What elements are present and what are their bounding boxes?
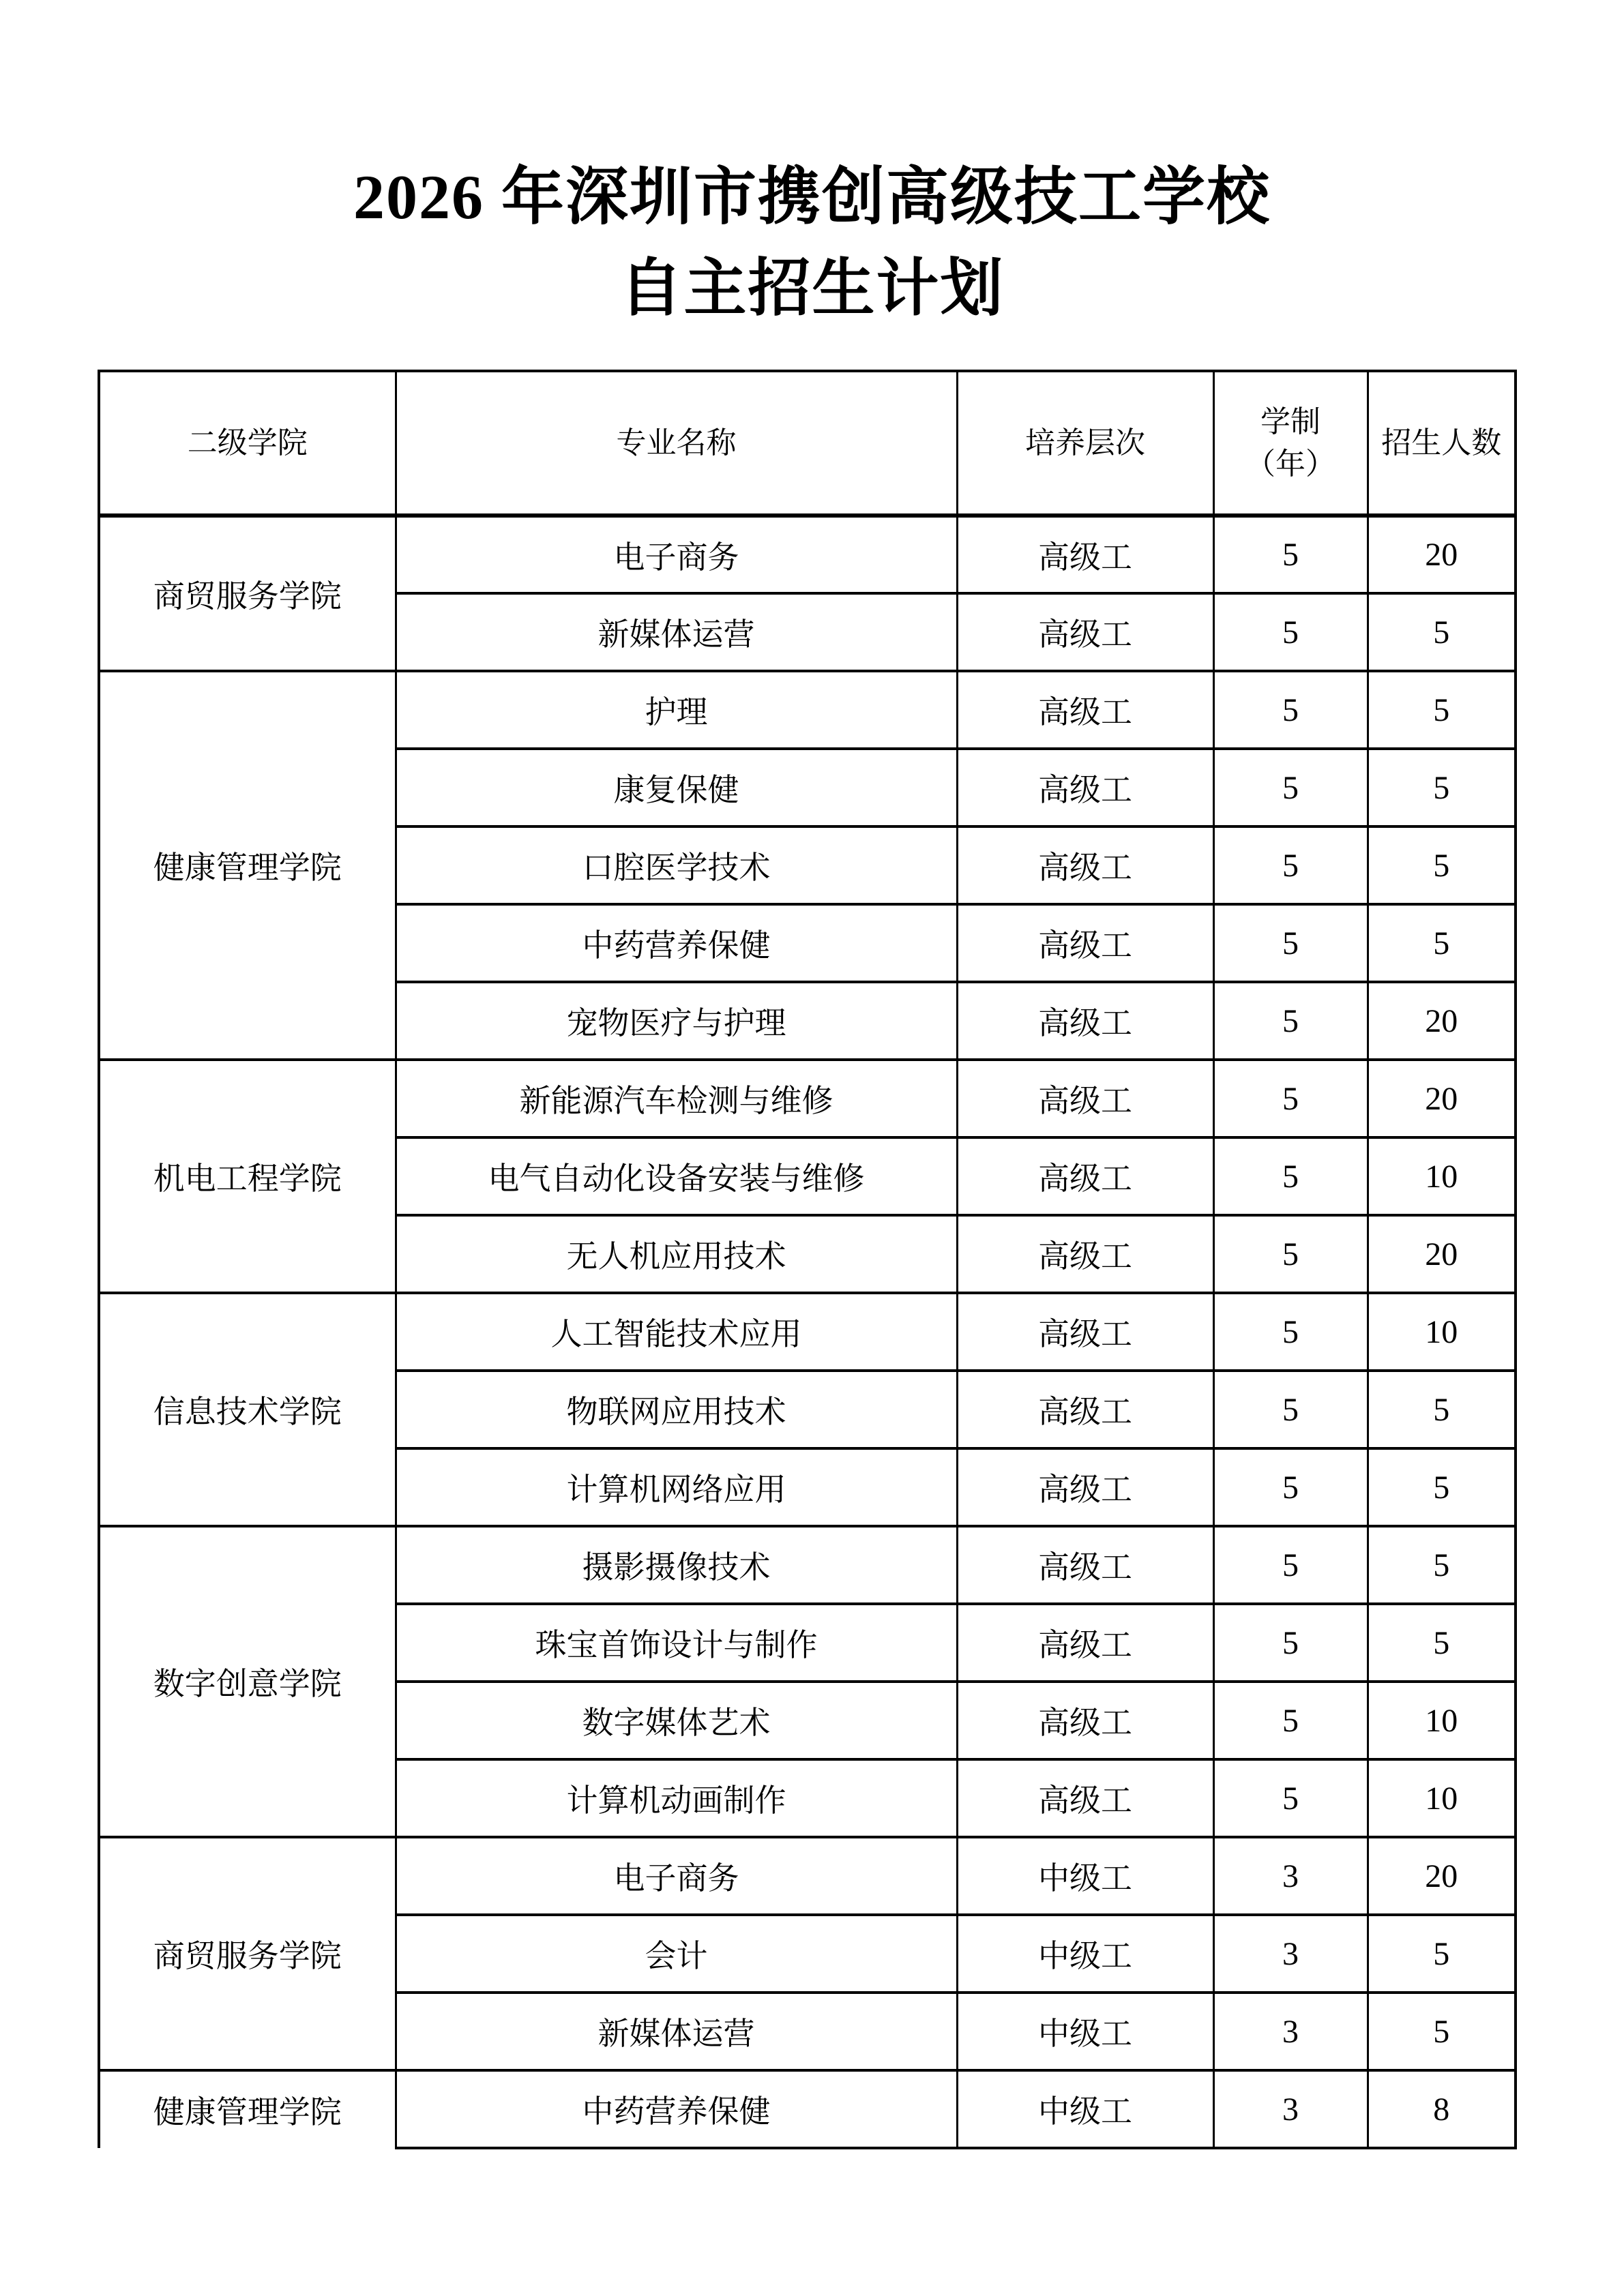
years-cell: 3	[1213, 1837, 1368, 1915]
years-cell: 5	[1213, 826, 1368, 904]
quota-cell: 20	[1368, 1060, 1516, 1137]
years-cell: 5	[1213, 1682, 1368, 1759]
college-cell: 健康管理学院	[99, 671, 396, 1060]
level-cell: 高级工	[957, 1215, 1213, 1293]
level-cell: 中级工	[957, 2070, 1213, 2148]
quota-cell: 20	[1368, 516, 1516, 593]
level-cell: 中级工	[957, 1915, 1213, 1993]
years-cell: 5	[1213, 904, 1368, 982]
header-cell-quota-line: 招生人数	[1381, 426, 1502, 460]
college-cell: 商贸服务学院	[99, 1837, 396, 2070]
major-cell: 新能源汽车检测与维修	[396, 1060, 957, 1137]
level-cell: 高级工	[957, 982, 1213, 1060]
header-row	[99, 371, 1516, 516]
level-cell: 高级工	[957, 1371, 1213, 1448]
years-cell: 3	[1213, 1915, 1368, 1993]
quota-cell: 5	[1368, 1604, 1516, 1682]
major-cell: 康复保健	[396, 749, 957, 826]
major-cell: 电气自动化设备安装与维修	[396, 1137, 957, 1215]
level-cell: 高级工	[957, 1526, 1213, 1604]
quota-cell: 10	[1368, 1682, 1516, 1759]
header-cell-duration-line: 学制	[1260, 404, 1320, 438]
table-row	[99, 671, 1516, 749]
level-cell: 高级工	[957, 826, 1213, 904]
quota-cell: 5	[1368, 593, 1516, 671]
quota-cell: 8	[1368, 2070, 1516, 2148]
major-cell: 口腔医学技术	[396, 826, 957, 904]
header-cell-college-line: 二级学院	[187, 426, 308, 460]
years-cell: 3	[1213, 1993, 1368, 2070]
major-cell: 摄影摄像技术	[396, 1526, 957, 1604]
header-cell-level-line: 培养层次	[1025, 426, 1145, 460]
major-cell: 数字媒体艺术	[396, 1682, 957, 1759]
header-cell-quota	[1368, 371, 1516, 516]
major-cell: 宠物医疗与护理	[396, 982, 957, 1060]
quota-cell: 5	[1368, 826, 1516, 904]
header-cell-duration	[1213, 371, 1368, 516]
header-cell-major-line: 专业名称	[616, 426, 737, 460]
years-cell: 5	[1213, 1371, 1368, 1448]
college-cell: 商贸服务学院	[99, 516, 396, 671]
years-cell: 5	[1213, 516, 1368, 593]
major-cell: 中药营养保健	[396, 2070, 957, 2148]
major-cell: 新媒体运营	[396, 593, 957, 671]
quota-cell: 5	[1368, 904, 1516, 982]
header-cell-duration-line: （年）	[1245, 447, 1335, 481]
header-cell-college	[99, 371, 396, 516]
table-row	[99, 1837, 1516, 1915]
years-cell: 5	[1213, 982, 1368, 1060]
level-cell: 高级工	[957, 1604, 1213, 1682]
header-cell-major	[396, 371, 957, 516]
major-cell: 人工智能技术应用	[396, 1293, 957, 1371]
header-cell-level	[957, 371, 1213, 516]
level-cell: 高级工	[957, 904, 1213, 982]
table-row	[99, 2070, 1516, 2148]
major-cell: 中药营养保健	[396, 904, 957, 982]
table-row	[99, 1526, 1516, 1604]
level-cell: 高级工	[957, 1448, 1213, 1526]
major-cell: 计算机动画制作	[396, 1759, 957, 1837]
college-cell: 健康管理学院	[99, 2070, 396, 2148]
years-cell: 3	[1213, 2070, 1368, 2148]
page-title	[0, 151, 1624, 334]
level-cell: 高级工	[957, 516, 1213, 593]
quota-cell: 5	[1368, 671, 1516, 749]
quota-cell: 5	[1368, 1371, 1516, 1448]
years-cell: 5	[1213, 1448, 1368, 1526]
major-cell: 新媒体运营	[396, 1993, 957, 2070]
page-title-line-1: 2026 年深圳市携创高级技工学校	[353, 162, 1271, 232]
quota-cell: 20	[1368, 1837, 1516, 1915]
major-cell: 计算机网络应用	[396, 1448, 957, 1526]
major-cell: 护理	[396, 671, 957, 749]
major-cell: 无人机应用技术	[396, 1215, 957, 1293]
level-cell: 高级工	[957, 1137, 1213, 1215]
level-cell: 高级工	[957, 1293, 1213, 1371]
quota-cell: 5	[1368, 1915, 1516, 1993]
quota-cell: 5	[1368, 749, 1516, 826]
table-row	[99, 516, 1516, 593]
quota-cell: 10	[1368, 1137, 1516, 1215]
major-cell: 电子商务	[396, 1837, 957, 1915]
years-cell: 5	[1213, 1215, 1368, 1293]
plan-table	[98, 370, 1517, 2149]
level-cell: 高级工	[957, 1759, 1213, 1837]
college-cell: 数字创意学院	[99, 1526, 396, 1837]
level-cell: 高级工	[957, 749, 1213, 826]
level-cell: 中级工	[957, 1993, 1213, 2070]
quota-cell: 10	[1368, 1293, 1516, 1371]
level-cell: 高级工	[957, 593, 1213, 671]
quota-cell: 5	[1368, 1993, 1516, 2070]
years-cell: 5	[1213, 671, 1368, 749]
table-row	[99, 1293, 1516, 1371]
college-cell: 信息技术学院	[99, 1293, 396, 1526]
years-cell: 5	[1213, 1526, 1368, 1604]
years-cell: 5	[1213, 1759, 1368, 1837]
quota-cell: 20	[1368, 1215, 1516, 1293]
years-cell: 5	[1213, 1060, 1368, 1137]
major-cell: 会计	[396, 1915, 957, 1993]
level-cell: 高级工	[957, 1682, 1213, 1759]
level-cell: 中级工	[957, 1837, 1213, 1915]
quota-cell: 5	[1368, 1526, 1516, 1604]
years-cell: 5	[1213, 1293, 1368, 1371]
page-title-line-2: 自主招生计划	[619, 254, 1005, 323]
major-cell: 珠宝首饰设计与制作	[396, 1604, 957, 1682]
level-cell: 高级工	[957, 1060, 1213, 1137]
quota-cell: 20	[1368, 982, 1516, 1060]
college-cell: 机电工程学院	[99, 1060, 396, 1293]
table-row	[99, 1060, 1516, 1137]
years-cell: 5	[1213, 749, 1368, 826]
plan-table-body	[99, 516, 1516, 2148]
years-cell: 5	[1213, 593, 1368, 671]
quota-cell: 10	[1368, 1759, 1516, 1837]
major-cell: 电子商务	[396, 516, 957, 593]
plan-table-header	[99, 371, 1516, 516]
years-cell: 5	[1213, 1604, 1368, 1682]
years-cell: 5	[1213, 1137, 1368, 1215]
level-cell: 高级工	[957, 671, 1213, 749]
major-cell: 物联网应用技术	[396, 1371, 957, 1448]
quota-cell: 5	[1368, 1448, 1516, 1526]
